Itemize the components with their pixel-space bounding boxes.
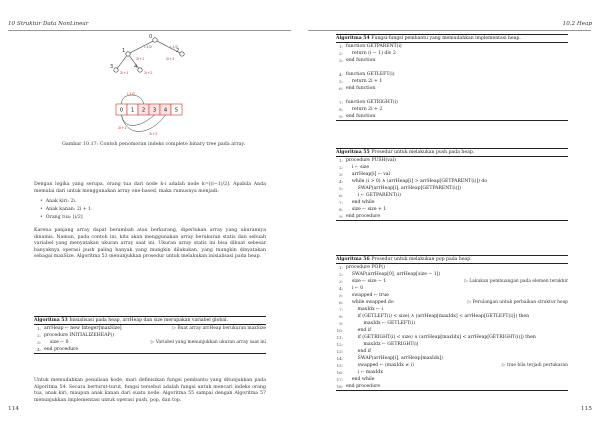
code-text: maxIdx ← i <box>346 307 383 312</box>
heap-figure <box>100 32 250 142</box>
line-number: 10: <box>336 328 343 333</box>
tree-node-index: 0 <box>149 34 153 40</box>
algorithm-line <box>336 264 568 271</box>
algorithm-line <box>336 327 568 334</box>
code-text: i ← size <box>346 165 370 170</box>
algorithm-line <box>336 106 568 113</box>
algorithm-line <box>336 376 568 383</box>
edge-label: 2i+1 <box>136 57 145 61</box>
code-text: size ← size + 1 <box>346 207 387 212</box>
algorithm-line <box>336 113 568 120</box>
code-text: maxIdx ← GETLEFT(i) <box>346 321 416 326</box>
algorithm-line <box>336 157 568 164</box>
code-text: swapped ← true <box>346 293 389 298</box>
algorithm-line <box>336 213 568 220</box>
list-item: • Anak kiri: 2i. <box>40 198 93 206</box>
code-text: arrHeap[i] ← val <box>346 172 391 177</box>
code-text: end procedure <box>346 214 381 219</box>
code-text: while swapped do <box>346 300 394 305</box>
right-child-arc <box>122 115 166 132</box>
line-number: 16: <box>336 370 343 375</box>
code-text: if (GETRIGHT(i) < size) ∧ (arrHeap[maxIdx] < arrHeap[GETRIGHT(i)]) then <box>346 335 536 340</box>
code-text: end if <box>346 349 371 354</box>
code-comment: ▷ Lakukan pembuangan pada elemen terakhir <box>464 279 568 284</box>
code-text: function GETLEFT(i) <box>346 72 395 77</box>
algorithm-caption: Algoritma 53 Inisialisasi pada heap, arrHeap dan size merupakan variabel global. <box>34 316 266 325</box>
left-header-rule <box>8 30 291 31</box>
line-number: 1: <box>339 158 343 163</box>
algorithm-line <box>336 199 568 206</box>
array-diagram <box>116 92 182 136</box>
code-text: SWAP(arrHeap[0], arrHeap[size − 1]) <box>346 272 441 277</box>
algorithm-54 <box>336 34 568 121</box>
algorithm-line <box>336 50 568 57</box>
figure-caption: Gambar 10.17: Contoh penomoran indeks complete binary tree pada array. <box>62 142 246 147</box>
code-text: end procedure <box>44 347 79 352</box>
algorithm-line <box>336 78 568 85</box>
line-number: 4: <box>339 286 343 291</box>
algorithm-line <box>34 332 266 339</box>
code-text: swapped ← (maxIdx ≠ i) <box>346 363 414 368</box>
algorithm-line <box>336 43 568 50</box>
algorithm-line <box>336 92 568 99</box>
code-text: SWAP(arrHeap[i], arrHeap[GETPARENT(i)]) <box>346 186 461 191</box>
left-running-header: 10 Struktur Data NonLinear <box>8 21 89 27</box>
algorithm-line <box>336 206 568 213</box>
line-number: 15: <box>336 363 343 368</box>
code-text: procedure INITIALIZEHEAP() <box>44 333 115 338</box>
paragraph-dynamic-array: Karena panjang array dapat berambah atau berkurang, diperlukan array yang ukurannya dinamis. Namun, pada contoh ini, kita akan menggunakan array berukuran statis dan sebuah variabel yang menyatakan ukuran array saat ini. Ukuran array statis ini bisa dibuat sebesar banyaknya operasi push paling banyak yang mungkin dilakukan, yang mungkin dinyatakan sebagai maxSize. Algoritma 53 menunjukkan prosedur untuk melakukan inisialisasi pada heap. <box>34 228 266 260</box>
code-text: return 2i + 2 <box>346 107 383 112</box>
tree-node <box>114 68 118 72</box>
algorithm-line <box>336 192 568 199</box>
algorithm-line <box>336 341 568 348</box>
line-number: 13: <box>336 349 343 354</box>
code-text: procedure POP() <box>346 265 385 270</box>
line-number: 3: <box>339 172 343 177</box>
tree-node <box>153 38 157 42</box>
edge-label: 2i+1 <box>120 71 129 75</box>
code-text: function GETPARENT(i) <box>346 44 402 49</box>
tree-diagram <box>110 34 184 75</box>
right-header-rule <box>308 30 591 31</box>
algorithm-line <box>336 299 568 306</box>
tree-node-index: 4 <box>134 64 138 70</box>
code-text: return 2i + 1 <box>346 79 383 84</box>
line-number: 3: <box>339 58 343 63</box>
line-number: 8: <box>339 107 343 112</box>
line-number: 9: <box>339 321 343 326</box>
code-text: while (i > 0) ∧ (arrHeap[i] > arrHeap[GETPARENT(i)]) do <box>346 179 488 184</box>
algorithm-caption: Algoritma 56 Prosedur untuk melakukan pop pada heap. <box>336 255 568 264</box>
line-number: 2: <box>339 272 343 277</box>
algorithm-line <box>336 362 568 369</box>
algorithm-line <box>336 348 568 355</box>
algorithm-line <box>336 71 568 78</box>
algorithm-line <box>336 271 568 278</box>
algorithm-body <box>34 325 266 353</box>
line-number: 1: <box>339 44 343 49</box>
edge-label: 2i+2 <box>144 71 153 75</box>
line-number: 8: <box>339 207 343 212</box>
line-number: 5: <box>339 79 343 84</box>
code-text: i ← maxIdx <box>346 370 383 375</box>
line-number: 17: <box>336 377 343 382</box>
array-index: 2 <box>141 107 146 114</box>
algorithm-53 <box>34 316 266 354</box>
line-number: 3: <box>37 340 41 345</box>
line-number: 4: <box>339 179 343 184</box>
tree-edge <box>116 54 128 70</box>
code-comment: ▷ Perulangan untuk perbaikan struktur heap <box>467 300 568 305</box>
paragraph-parent-formula: Dengan logika yang serupa, orang tua dari node k-i adalah node k=⌊(i−1)/2⌋. Apabila Anda memulai dari untuk menggunakan array one-based, maka rumusnya menjadi: <box>34 182 266 194</box>
algorithm-line <box>34 325 266 332</box>
line-number: 4: <box>37 347 41 352</box>
list-item: • Orang tua: ⌊i/2⌋ <box>40 214 93 222</box>
list-item: • Anak kanan: 2i + 1. <box>40 206 93 214</box>
code-text: SWAP(arrHeap[i], arrHeap[maxIdx]) <box>346 356 443 361</box>
algorithm-body <box>336 43 568 120</box>
algorithm-line <box>336 320 568 327</box>
code-text: end procedure <box>346 384 381 389</box>
line-number: 1: <box>37 326 41 331</box>
line-number: 6: <box>339 193 343 198</box>
array-child-label: 2i+2 <box>149 132 158 136</box>
algorithm-line <box>336 278 568 285</box>
right-page-number: 115 <box>580 406 592 412</box>
array-index: 0 <box>119 107 124 114</box>
algorithm-56 <box>336 255 568 391</box>
tree-node <box>180 52 184 56</box>
edge-label: 2i+2 <box>166 57 175 61</box>
code-text: size ← size − 1 <box>346 279 387 284</box>
code-text: end if <box>346 328 371 333</box>
algorithm-line <box>336 369 568 376</box>
algorithm-line <box>336 164 568 171</box>
code-text: arrHeap ← new Integer[maxSize] <box>44 326 122 331</box>
tree-node <box>138 68 142 72</box>
right-page <box>300 0 600 424</box>
algorithm-line <box>336 171 568 178</box>
tree-node-index: 1 <box>122 48 126 54</box>
array-index: 5 <box>174 107 179 114</box>
line-number: 6: <box>339 86 343 91</box>
line-number: 3: <box>339 279 343 284</box>
line-number: 18: <box>336 384 343 389</box>
algorithm-line <box>336 178 568 185</box>
code-comment: ▷ Buat array arrHeap berukuran maxSize <box>172 326 266 331</box>
algorithm-line <box>34 339 266 346</box>
line-number: 2: <box>37 333 41 338</box>
algorithm-line <box>336 313 568 320</box>
line-number: 8: <box>339 314 343 319</box>
code-text: end while <box>346 200 375 205</box>
algorithm-line <box>34 346 266 353</box>
right-running-header: 10.2 Heap <box>562 21 592 27</box>
code-text: end function <box>346 114 376 119</box>
algorithm-line <box>336 334 568 341</box>
index-formula-list <box>40 198 93 222</box>
paragraph-helper-functions: Untuk memudahkan penulisan kode, mari definisikan fungsi pembantu yang ditunjukkan pada Algoritma 54. Secara berturut-turut, fungsi tersebut adalah fungsi untuk mencari indeks orang tua, anak kiri, maupun anak kanan dari suatu node. Algoritma 55 sampai dengan Algoritma 57 menunjukkan implementasi untuk operasi push, pop, dan top. <box>34 378 266 403</box>
line-number: 7: <box>339 100 343 105</box>
line-number: 5: <box>339 186 343 191</box>
algorithm-caption: Algoritma 54 Fungsi-fungsi pembantu yang memudahkan implementasi heap. <box>336 34 568 43</box>
code-text: end while <box>346 377 375 382</box>
code-text: i ← 0 <box>346 286 364 291</box>
code-text: i ← GETPARENT(i) <box>346 193 401 198</box>
code-comment: ▷ Variabel yang menunjukkan ukuran array saat ini <box>150 340 266 345</box>
algorithm-line <box>336 99 568 106</box>
line-number: 9: <box>339 114 343 119</box>
algorithm-line <box>336 383 568 390</box>
algorithm-body <box>336 157 568 220</box>
left-page-number: 114 <box>8 406 20 412</box>
line-number: 6: <box>339 300 343 305</box>
code-text: if (GETLEFT(i) < size) ∧ (arrHeap[maxIdx] < arrHeap[GETLEFT(i)]) then <box>346 314 530 319</box>
algorithm-line <box>336 355 568 362</box>
parent-label: i-1/2 <box>144 45 153 49</box>
line-number: 4: <box>339 72 343 77</box>
code-text: maxIdx ← GETRIGHT(i) <box>346 342 419 347</box>
array-parent-label: i-1/2 <box>127 92 136 96</box>
array-index: 4 <box>163 107 168 114</box>
code-text: procedure PUSH(val) <box>346 158 396 163</box>
algorithm-line <box>336 64 568 71</box>
algorithm-line <box>336 185 568 192</box>
algorithm-caption: Algoritma 55 Prosedur untuk melakukan push pada heap. <box>336 148 568 157</box>
tree-node-index: 2 <box>176 48 180 54</box>
line-number: 9: <box>339 214 343 219</box>
array-index: 3 <box>152 107 157 114</box>
code-text: function GETRIGHT(i) <box>346 100 398 105</box>
code-text: end function <box>346 86 376 91</box>
line-number: 12: <box>336 342 343 347</box>
left-child-arc <box>122 115 155 126</box>
line-number: 14: <box>336 356 343 361</box>
array-index: 1 <box>130 107 135 114</box>
line-number: 7: <box>339 200 343 205</box>
algorithm-line <box>336 292 568 299</box>
line-number: 2: <box>339 165 343 170</box>
code-comment: ▷ true bila terjadi pertukaran <box>501 363 568 368</box>
code-text: size ← 0 <box>44 340 69 345</box>
array-child-label: 2i+1 <box>118 126 127 130</box>
parent-arc <box>121 95 143 104</box>
code-text: return (i − 1) div 2 <box>346 51 396 56</box>
algorithm-line <box>336 85 568 92</box>
line-number: 7: <box>339 307 343 312</box>
tree-node <box>126 52 130 56</box>
line-number: 11: <box>336 335 343 340</box>
code-text: end function <box>346 58 376 63</box>
algorithm-body <box>336 264 568 390</box>
line-number: 5: <box>339 293 343 298</box>
algorithm-line <box>336 306 568 313</box>
line-number: 2: <box>339 51 343 56</box>
line-number: 1: <box>339 265 343 270</box>
algorithm-line <box>336 57 568 64</box>
tree-node-index: 3 <box>110 64 114 70</box>
parent-label: i-1/2 <box>170 45 179 49</box>
algorithm-line <box>336 285 568 292</box>
algorithm-55 <box>336 148 568 221</box>
